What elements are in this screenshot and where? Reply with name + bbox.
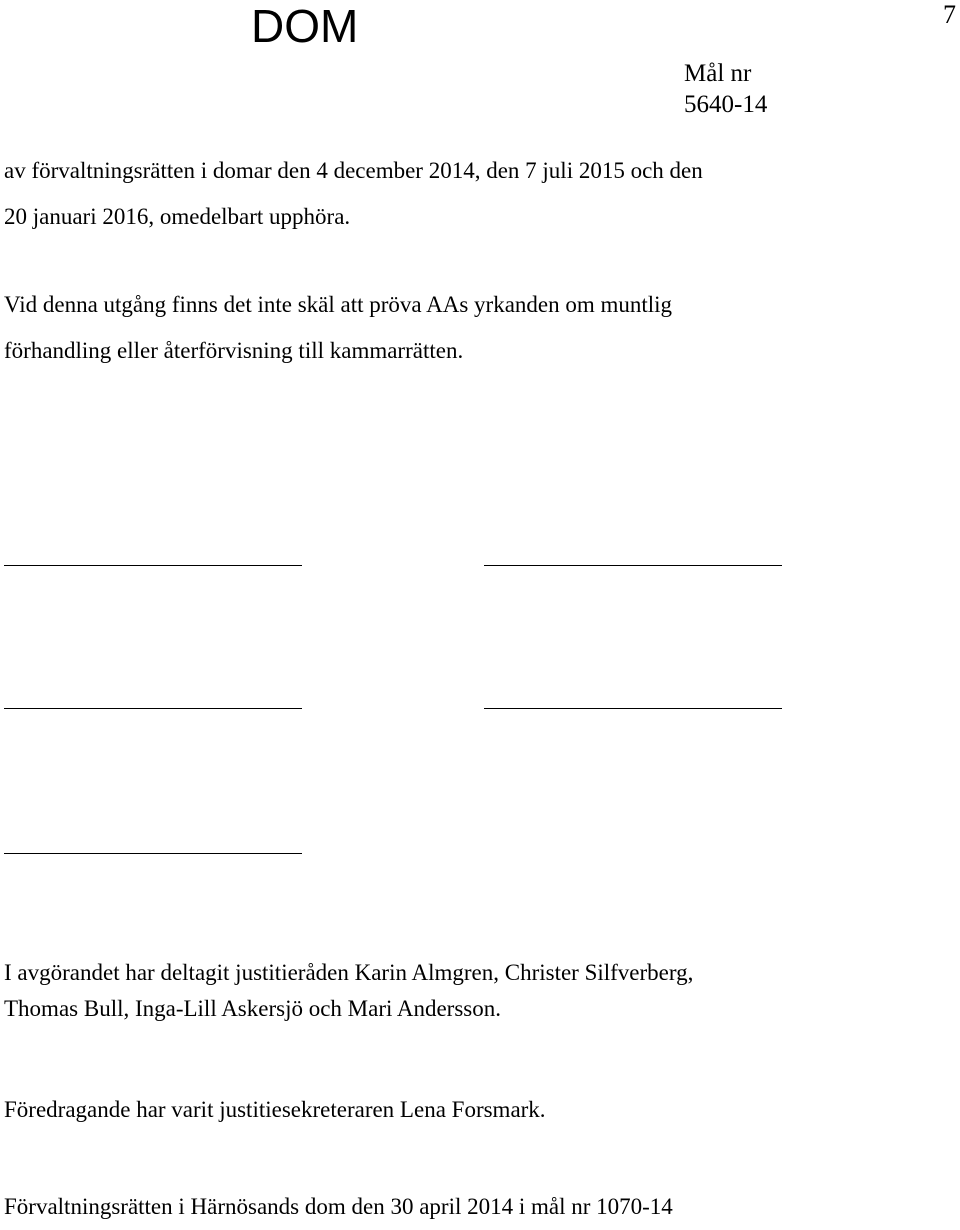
signature-line bbox=[484, 565, 782, 566]
document-title: DOM bbox=[251, 0, 359, 52]
signature-line bbox=[484, 708, 782, 709]
paragraph-ruling-continuation bbox=[4, 148, 703, 240]
paragraph-reasoning bbox=[4, 282, 672, 374]
signature-line bbox=[4, 708, 302, 709]
paragraph-line: 20 januari 2016, omedelbart upphöra. bbox=[4, 204, 351, 229]
page-number: 7 bbox=[943, 0, 956, 29]
paragraph-lower-court-reference bbox=[4, 1184, 673, 1230]
signature-line bbox=[4, 565, 302, 566]
paragraph-line: Thomas Bull, Inga-Lill Askersjö och Mari Andersson. bbox=[4, 996, 501, 1021]
paragraph-participants bbox=[4, 955, 693, 1027]
case-number: 5640-14 bbox=[684, 91, 768, 118]
paragraph-line: Förvaltningsrätten i Härnösands dom den 30 april 2014 i mål nr 1070-14 bbox=[4, 1194, 673, 1219]
paragraph-line: förhandling eller återförvisning till kammarrätten. bbox=[4, 338, 464, 363]
signature-line bbox=[4, 853, 302, 854]
paragraph-line: I avgörandet har deltagit justitieråden Karin Almgren, Christer Silfverberg, bbox=[4, 960, 694, 985]
case-number-block bbox=[684, 58, 767, 120]
paragraph-rapporteur bbox=[4, 1087, 546, 1133]
case-label: Mål nr bbox=[684, 60, 752, 87]
paragraph-line: av förvaltningsrätten i domar den 4 december 2014, den 7 juli 2015 och den bbox=[4, 158, 703, 183]
paragraph-line: Vid denna utgång finns det inte skäl att pröva AAs yrkanden om muntlig bbox=[4, 292, 673, 317]
paragraph-line: Föredragande har varit justitiesekreteraren Lena Forsmark. bbox=[4, 1097, 546, 1122]
